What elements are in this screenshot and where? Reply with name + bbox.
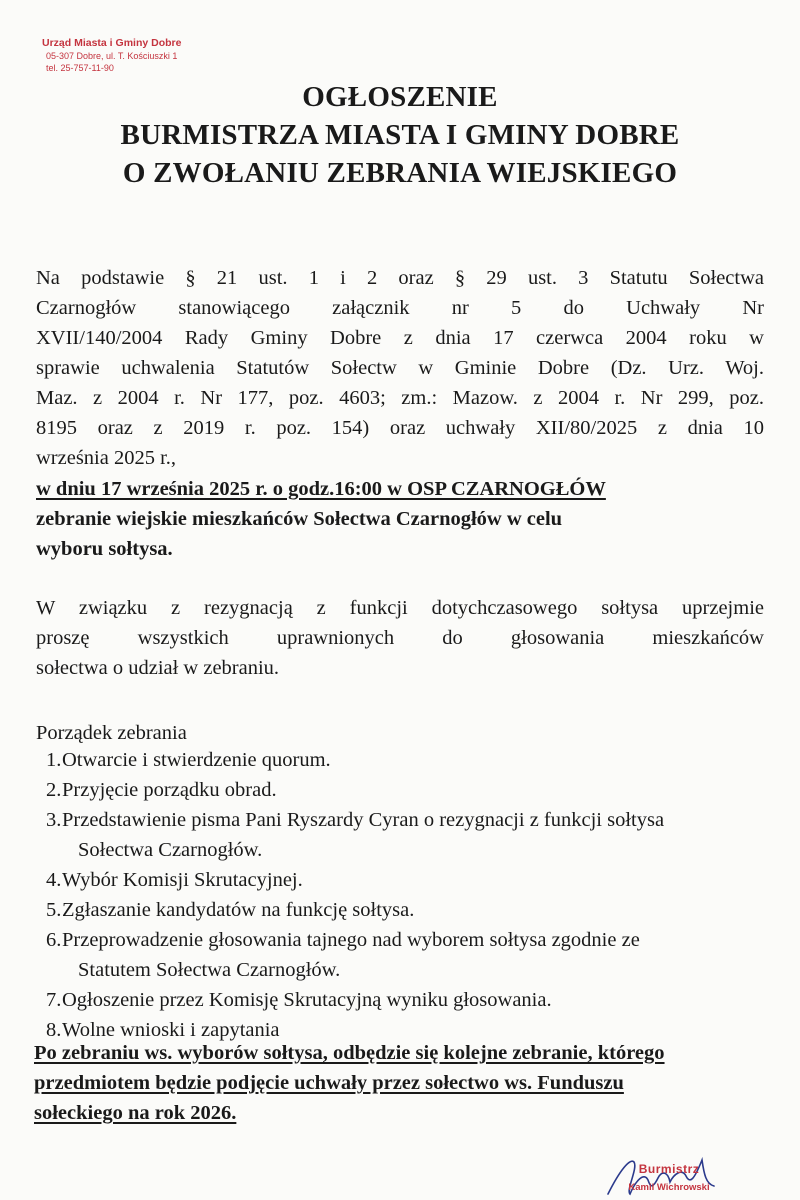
agenda-item (46, 775, 786, 805)
agenda-item (46, 745, 786, 775)
office-stamp (42, 36, 181, 74)
meeting-purpose-line: zebranie wiejskie mieszkańców Sołectwa Czarnogłów w celu (36, 508, 563, 530)
resignation-paragraph (36, 593, 764, 683)
agenda-item-number: 6. (46, 929, 62, 951)
signature-name: Kamil Wichrowski (628, 1182, 710, 1193)
meeting-purpose-line: wyboru sołtysa. (36, 538, 173, 560)
document-title (0, 78, 800, 192)
agenda-item-text: Wolne wnioski i zapytania (62, 1019, 280, 1041)
stamp-address: 05-307 Dobre, ul. T. Kościuszki 1 (46, 51, 178, 62)
agenda-item-text: Przeprowadzenie głosowania tajnego nad wyborem sołtysa zgodnie ze (62, 929, 640, 951)
closing-line: sołeckiego na rok 2026. (34, 1102, 237, 1124)
legal-basis-paragraph (36, 263, 764, 473)
meeting-date-place: w dniu 17 września 2025 r. o godz.16:00 w OSP CZARNOGŁÓW (36, 478, 606, 500)
agenda-item-number: 1. (46, 749, 62, 771)
meeting-announcement (36, 474, 764, 564)
title-line-2: BURMISTRZA MIASTA I GMINY DOBRE (120, 119, 680, 151)
agenda-item-number: 7. (46, 989, 62, 1011)
paragraph-line: sołectwa o udział w zebraniu. (36, 657, 280, 679)
closing-line: Po zebraniu ws. wyborów sołtysa, odbędzie się kolejne zebranie, którego (34, 1042, 665, 1064)
agenda-item-number: 4. (46, 869, 62, 891)
closing-paragraph (34, 1038, 786, 1128)
paragraph-line: Maz. z 2004 r. Nr 177, poz. 4603; zm.: Mazow. z 2004 r. Nr 299, poz. (36, 387, 764, 409)
paragraph-line: 8195 oraz z 2019 r. poz. 154) oraz uchwały XII/80/2025 z dnia 10 (36, 417, 764, 439)
agenda-item-text: Przedstawienie pisma Pani Ryszardy Cyran o rezygnacji z funkcji sołtysa (62, 809, 665, 831)
agenda-item-number: 2. (46, 779, 62, 801)
agenda-list (46, 745, 786, 1045)
agenda-item-text: Ogłoszenie przez Komisję Skrutacyjną wyniku głosowania. (62, 989, 552, 1011)
title-line-1: OGŁOSZENIE (302, 81, 498, 113)
paragraph-line: proszę wszystkich uprawnionych do głosowania mieszkańców (36, 627, 764, 649)
agenda-item-number: 5. (46, 899, 62, 921)
stamp-office-name: Urząd Miasta i Gminy Dobre (42, 37, 182, 49)
agenda-item-text: Przyjęcie porządku obrad. (62, 779, 277, 801)
agenda-item-text: Zgłaszanie kandydatów na funkcję sołtysa. (62, 899, 415, 921)
stamp-phone: tel. 25-757-11-90 (46, 63, 114, 74)
agenda-item (46, 895, 786, 925)
paragraph-line: Na podstawie § 21 ust. 1 i 2 oraz § 29 ust. 3 Statutu Sołectwa (36, 267, 764, 289)
signature-stamp (614, 1162, 724, 1193)
signature-title: Burmistrz (638, 1162, 700, 1176)
closing-line: przedmiotem będzie podjęcie uchwały przez sołectwo ws. Funduszu (34, 1072, 624, 1094)
paragraph-line: sprawie uchwalenia Statutów Sołectw w Gminie Dobre (Dz. Urz. Woj. (36, 357, 764, 379)
paragraph-line: XVII/140/2004 Rady Gminy Dobre z dnia 17 czerwca 2004 roku w (36, 327, 764, 349)
agenda-item (46, 985, 786, 1015)
agenda-item-number: 3. (46, 809, 62, 831)
agenda-item-continuation: Statutem Sołectwa Czarnogłów. (78, 959, 341, 981)
agenda-heading: Porządek zebrania (36, 722, 187, 744)
agenda-item (46, 805, 786, 865)
agenda-item-text: Otwarcie i stwierdzenie quorum. (62, 749, 331, 771)
agenda-item-continuation: Sołectwa Czarnogłów. (78, 839, 263, 861)
paragraph-line: września 2025 r., (36, 447, 177, 469)
agenda-item-text: Wybór Komisji Skrutacyjnej. (62, 869, 303, 891)
title-line-3: O ZWOŁANIU ZEBRANIA WIEJSKIEGO (122, 157, 678, 189)
agenda-item (46, 865, 786, 895)
paragraph-line: Czarnogłów stanowiącego załącznik nr 5 do Uchwały Nr (36, 297, 764, 319)
paragraph-line: W związku z rezygnacją z funkcji dotychczasowego sołtysa uprzejmie (36, 597, 764, 619)
agenda-item-number: 8. (46, 1019, 62, 1041)
agenda-item (46, 925, 786, 985)
